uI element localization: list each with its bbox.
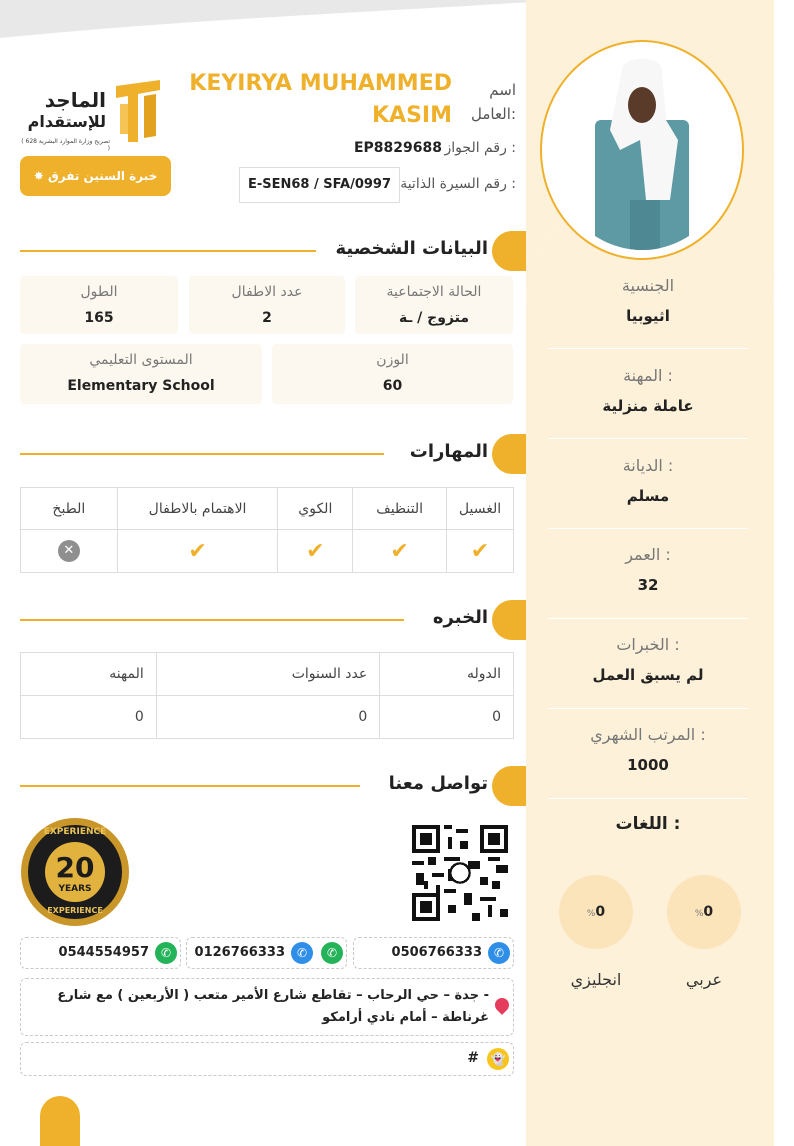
phone-pill-1[interactable] [353,937,514,969]
languages-title: اللغات : [615,814,681,834]
religion-value: مسلم [626,487,670,505]
age-block [548,545,748,594]
seal-bottom-text: EXPERIENCE [47,906,103,915]
check-icon: ✔ [188,538,207,564]
skill-header-ironing: الكوي [278,488,353,530]
exp-cell-years: 0 [156,696,380,739]
salary-block [548,725,748,774]
height-value: 165 [84,310,114,326]
sidebar-divider [548,708,748,709]
section-marker [492,766,526,806]
religion-label: الديانة : [622,456,674,475]
check-icon: ✔ [390,538,409,564]
height-card [20,276,178,334]
weight-value: 60 [382,378,403,394]
lang-arabic-pct-symbol: % [694,909,704,919]
lang-english-pct-symbol: % [586,909,596,919]
sidebar-divider [548,438,748,439]
check-icon: ✔ [470,538,490,564]
languages-title-block [548,814,748,834]
experience-table [20,652,514,739]
sidebar-panel [526,0,774,1146]
job-block [548,366,748,415]
experience-seal [20,817,130,927]
address-text: - جدة – حي الرحاب – تقاطع شارع الأمير متعب ( الأربعين ) مع شارع غرناطة – أمام نادي أرامكو [57,988,489,1025]
exp-header-years: عدد السنوات [156,653,380,696]
nationality-block [548,276,748,325]
logo-license-text: ( تصريح وزارة الموارد البشرية 628 ) [21,138,110,152]
lang-english-name: انجليزي [570,970,622,989]
skill-status-cooking [21,530,118,573]
marital-value: متزوج / ـة [398,310,470,326]
seal-number: 20 [55,851,95,884]
skills-section-title: المهارات [409,441,488,462]
age-label: العمر : [625,545,671,564]
lang-arabic-circle [667,875,741,949]
seal-top-text: EXPERIENCE [43,827,107,837]
job-value: عاملة منزلية [602,397,694,415]
height-label: الطول [80,284,118,300]
skill-header-childcare: الاهتمام بالاطفال [117,488,278,530]
experience-block [548,635,748,684]
whatsapp-icon: ✆ [321,942,343,964]
section-marker [492,231,526,271]
name-label: اسم العامل: [470,81,516,123]
marital-label: الحالة الاجتماعية [386,284,482,300]
contact-section-title: تواصل معنا [388,773,488,794]
children-value: 2 [262,310,272,326]
skill-status-cleaning [353,530,447,573]
phone-number-1: 0506766333 [391,945,482,960]
sidebar-divider [548,348,748,349]
salary-value: 1000 [627,756,669,774]
weight-label: الوزن [376,352,409,368]
passport-value: EP8829688 [353,140,442,156]
skill-header-cleaning: التنظيف [353,488,447,530]
nationality-value: اثيوبيا [626,307,670,325]
exp-header-profession: المهنه [21,653,157,696]
education-card [20,344,262,404]
lang-arabic-pct: 0 [703,904,714,920]
sidebar-divider [548,618,748,619]
experience-section-title: الخبره [432,607,488,628]
section-marker [492,600,526,640]
company-logo [20,76,170,156]
phone-number-3: 0544554957 [58,945,149,960]
section-underline [20,250,316,252]
personal-section-title: البيانات الشخصية [335,238,488,259]
address-box [20,978,514,1036]
nationality-label: الجنسية [621,276,675,295]
cv-value-box [239,167,400,203]
exp-header-country: الدوله [380,653,514,696]
section-marker [492,434,526,474]
job-label: المهنة : [623,366,673,385]
section-underline [20,619,404,621]
age-value: 32 [637,576,659,594]
seal-years: YEARS [58,884,92,894]
skill-header-cooking: الطبخ [21,488,118,530]
check-icon: ✔ [306,538,325,564]
bottom-tab-decoration [40,1096,80,1146]
skill-status-childcare [117,530,278,573]
phone-pill-2[interactable] [186,937,347,969]
lang-arabic-name: عربي [685,970,723,989]
cv-label: رقم السيرة الذاتية : [400,176,516,192]
worker-name: KEYIRYA MUHAMMED KASIM [189,71,452,128]
experience-badge [20,156,171,196]
whatsapp-icon: ✆ [155,942,177,964]
worker-photo [550,50,734,250]
section-underline [20,785,360,787]
weight-card [272,344,513,404]
qr-code[interactable] [412,825,508,921]
exp-cell-profession: 0 [21,696,157,739]
logo-title-line2: للإستقدام [27,112,106,131]
snapchat-handle: # [467,1050,479,1066]
skills-table [20,487,514,573]
salary-label: المرتب الشهري : [590,725,706,744]
cv-value: E-SEN68 / SFA/0997 [247,177,392,192]
children-card [189,276,345,334]
phone-icon: ✆ [291,942,313,964]
logo-title-line1: الماجد [44,88,106,112]
experience-label: الخبرات : [616,635,680,654]
snapchat-icon: 👻 [487,1048,509,1070]
lang-english-pct: 0 [595,904,606,920]
sidebar-divider [548,798,748,799]
skill-header-washing: الغسيل [447,488,514,530]
sparkle-icon: ✸ [33,169,44,183]
phone-pill-3[interactable] [20,937,181,969]
exp-cell-country: 0 [380,696,514,739]
snapchat-pill[interactable] [20,1042,514,1076]
location-pin-icon [492,995,512,1015]
phone-icon: ✆ [488,942,510,964]
education-value: Elementary School [67,378,215,394]
marital-card [355,276,513,334]
education-label: المستوى التعليمي [89,352,193,368]
experience-badge-text: خبرة السنين تفرق [48,169,158,183]
passport-label: رقم الجواز : [444,140,516,156]
experience-value: لم يسبق العمل [592,666,704,684]
religion-block [548,456,748,505]
section-underline [20,453,384,455]
skill-status-ironing [278,530,353,573]
phone-number-2: 0126766333 [194,945,285,960]
top-swoosh-decoration [0,0,560,40]
children-label: عدد الاطفال [231,284,303,300]
sidebar-divider [548,528,748,529]
skill-status-washing [447,530,514,573]
cross-icon: ✕ [58,540,80,562]
lang-english-circle [559,875,633,949]
logo-mark-icon [108,76,168,146]
